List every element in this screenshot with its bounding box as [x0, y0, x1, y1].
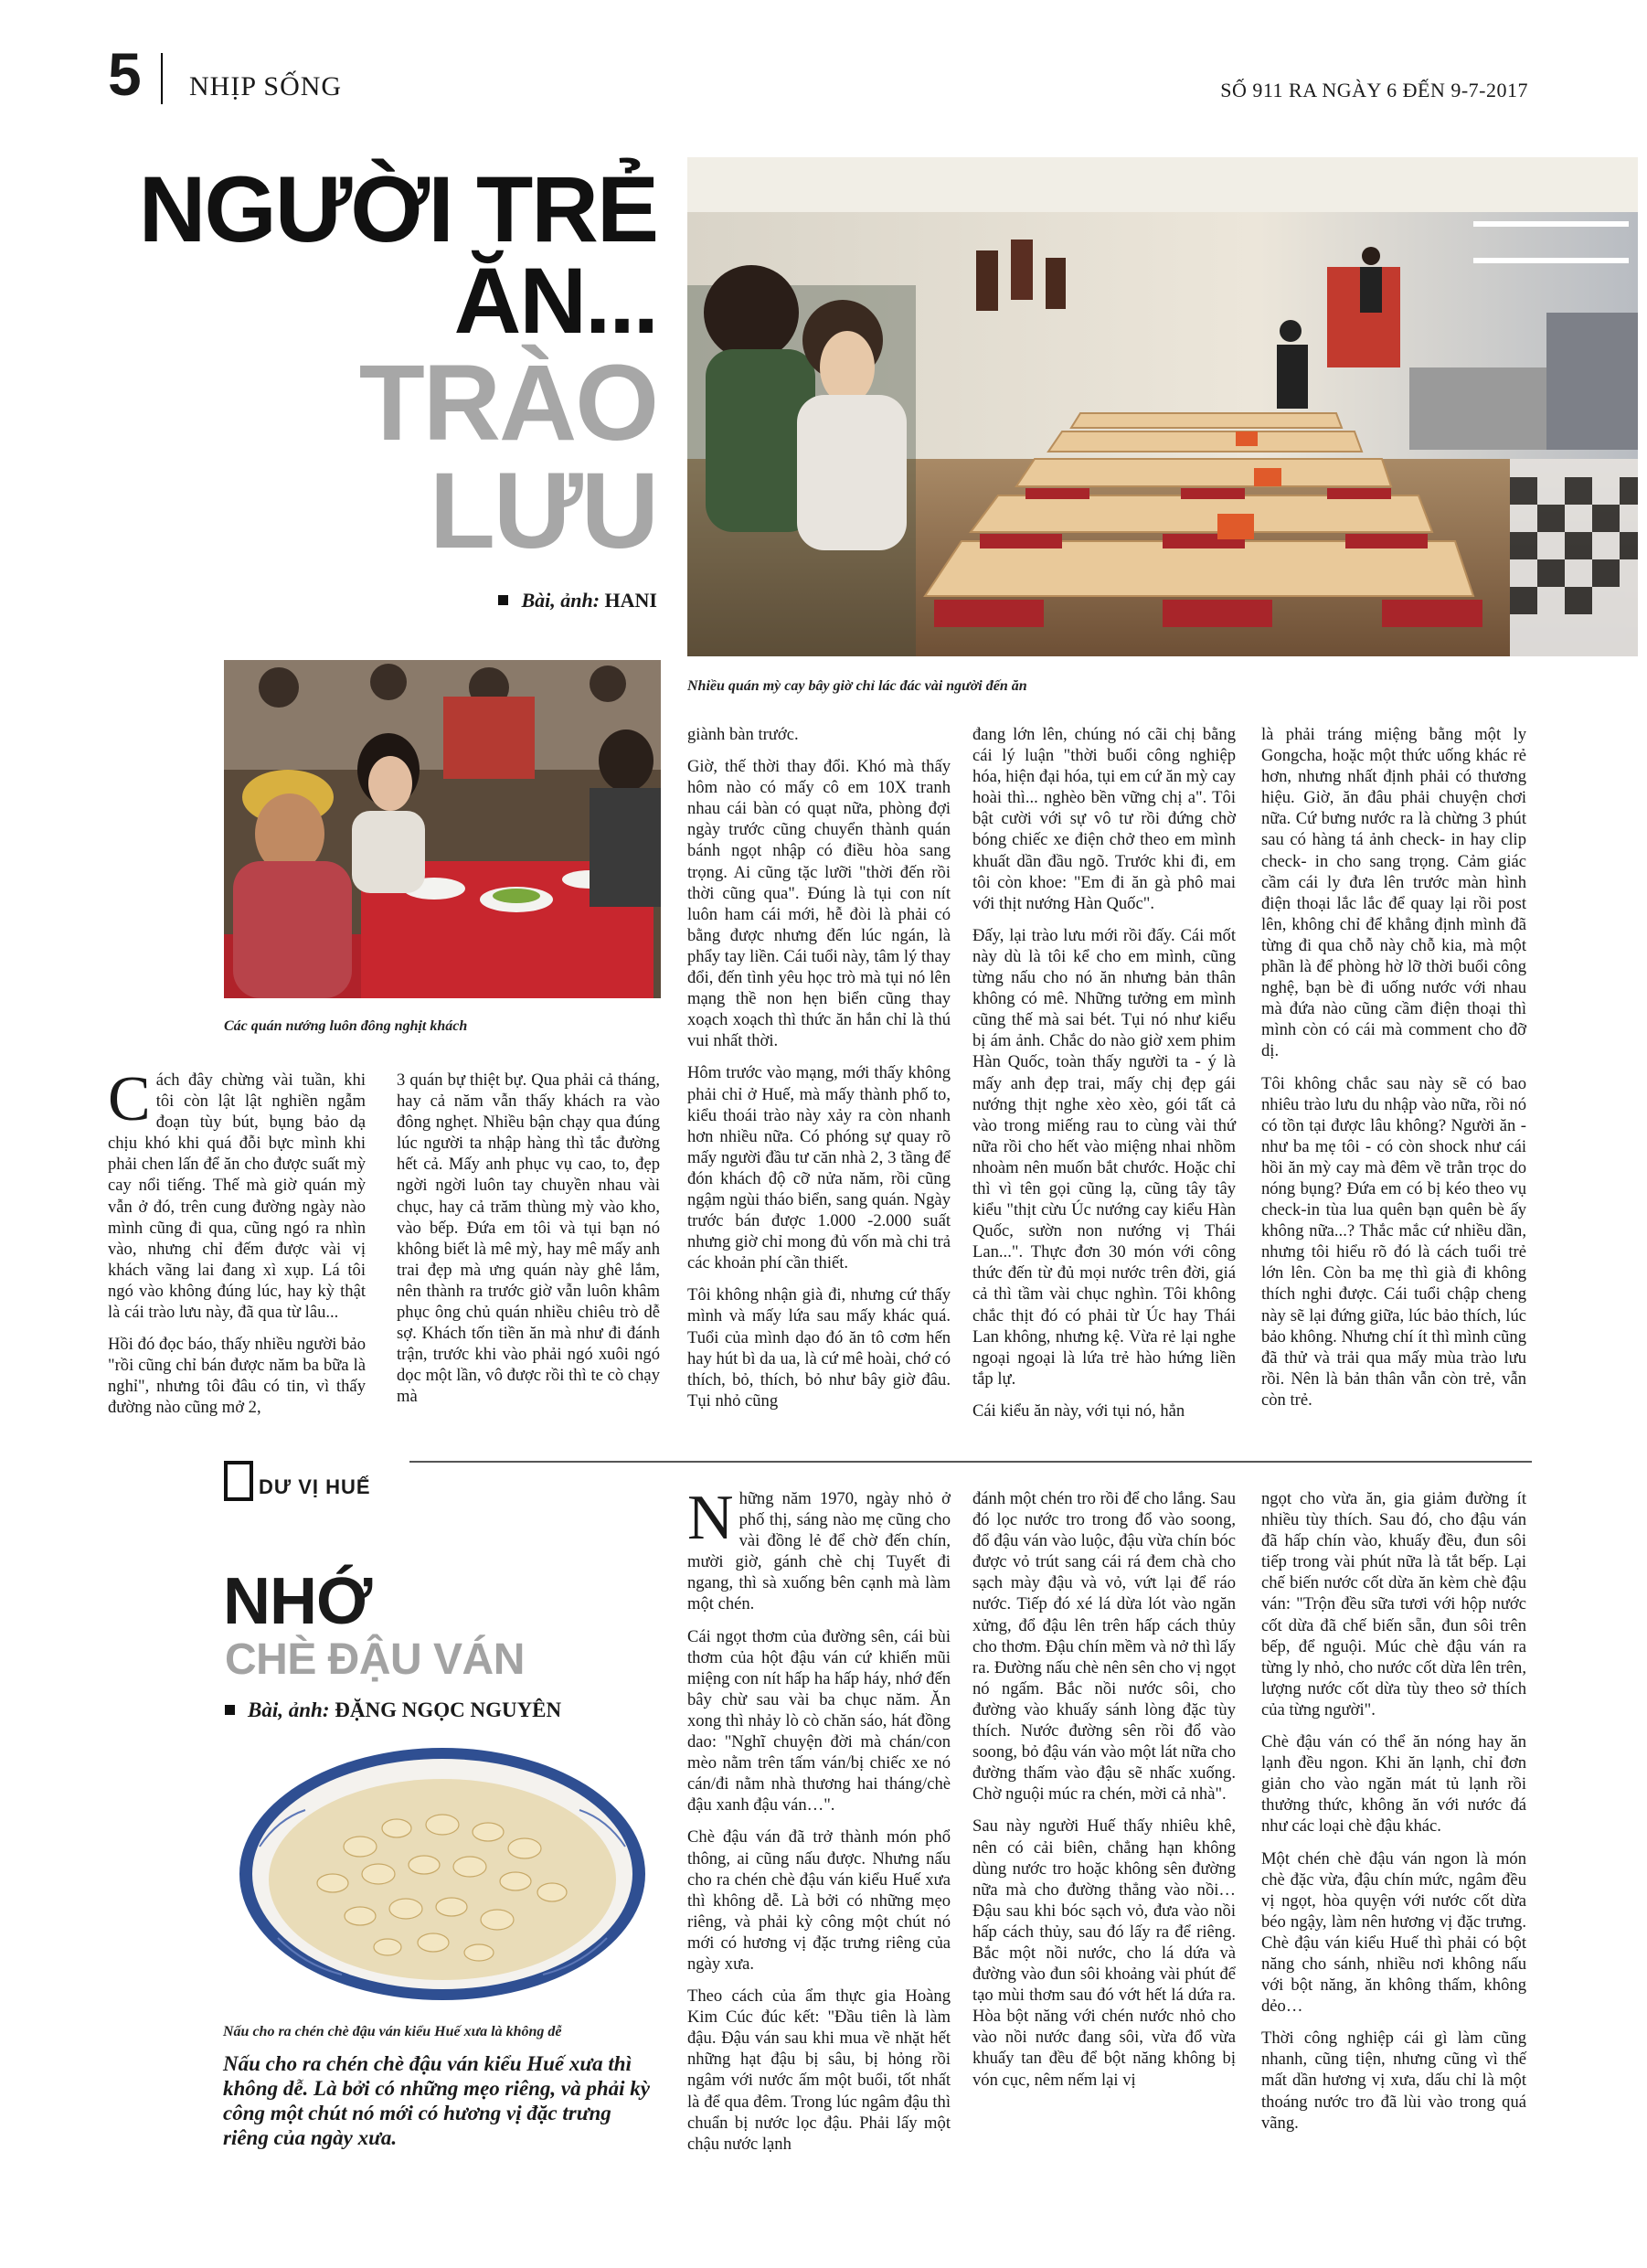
byline — [498, 589, 657, 612]
paragraph: là phải tráng miệng bằng một ly Gongcha, hoặc một thức uống khác rẻ hơn, nhưng nhất định phải có thương hiệu. Giờ, ăn đâu phải chuyện chơi nữa. Cứ bưng nước ra là chừng 3 phút sau có hàng tá ảnh check- in hay clip check- in cho sang trọng. Cảm giác cầm cái ly đưa lên trước màn hình điện thoại lắc lắc để quay lại rồi post lên, không chỉ để khẳng định mình đã từng đi qua chỗ này chỗ kia, mà một phần là để phòng hờ lỡ thời buổi công nghệ, bạn bè đi uống nước với nhau mà đứa nào cũng cầm điện thoại thì mình còn có cái mà comment cho đỡ dị. — [1261, 725, 1526, 1061]
article-divider — [409, 1461, 1532, 1463]
article2-sapo: Nấu cho ra chén chè đậu ván kiểu Huế xưa thì không dễ. Là bởi có những mẹo riêng, và phải kỳ công một chút nó mới có hương vị đặc trưng riêng của ngày xưa. — [223, 2052, 650, 2149]
photo-small-caption: Các quán nướng luôn đông nghịt khách — [224, 1018, 468, 1034]
paragraph: giành bàn trước. — [687, 725, 799, 744]
article2-column-3 — [1261, 1488, 1526, 2145]
drop-cap: C — [108, 1064, 151, 1134]
header-divider — [161, 53, 163, 104]
article1-column-4 — [972, 724, 1236, 1432]
paragraph — [687, 1483, 951, 1615]
paragraph-text: ách đây chừng vài tuần, khi tôi còn lật lật nghiền ngẫm đoạn tùy bút, bụng bảo dạ chịu khó khi quá đỗi bực mình khi phải chen lấn để ăn cho được suất mỳ cay nổi tiếng. Thế mà giờ quán mỳ vẫn ở đó, trên cung đường ngày nào mình cũng đi qua, cũng ngó ra nhìn vào, nhưng chỉ đếm được vài vị khách vãng lai đang xì xụp. Lá tôi ngó vào không đúng lúc, hay kỳ thật là cái trào lưu này, đã qua từ lâu... — [108, 1070, 366, 1323]
photo-restaurant-interior — [687, 157, 1638, 656]
section-name: NHỊP SỐNG — [189, 71, 343, 101]
paragraph: Cái ngọt thơm của đường sên, cái bùi thơm của hột đậu ván cứ khiến mũi miệng con nít hấp ha hấp háy, nhớ đến bây chừ sau vài ba chục năm. Ăn xong thì nhảy lò cò chăn sáo, hát đồng dao: "Nghĩ chuyện đời mà chán/con mèo nằm trên tấm ván/bị chiếc xe nó cán/đi nằm nhà thương hai tháng/chè đậu xanh đậu ván…". — [687, 1626, 951, 1815]
photo-bowl-caption: Nấu cho ra chén chè đậu ván kiểu Huế xưa là không dễ — [223, 2024, 562, 2039]
paragraph: Chè đậu ván đã trở thành món phổ thông, ai cũng nấu được. Nhưng nấu cho ra chén chè đậu ván kiểu Huế xưa thì không dễ. Là bởi có những mẹo riêng, và phải kỳ công một chút nó mới có hương vị đặc trưng riêng của ngày xưa. — [687, 1827, 951, 1974]
byline-author: HANI — [604, 589, 657, 612]
paragraph — [108, 1064, 366, 1323]
paragraph: Tôi không nhận già đi, nhưng cứ thấy mình và mấy lứa sau mấy khác quá. Tuổi của mình dạo đó ăn tô cơm hến hay hút bì da ua, là cứ mê hoài, chớ có thích, bỏ, thích, bỏ như bây giờ đâu. Tụi nhỏ cũng — [687, 1285, 951, 1411]
article1-column-3 — [687, 724, 951, 1422]
paragraph: Hôm trước vào mạng, mới thấy không phải chỉ ở Huế, mà mấy thành phố to, kiểu thoái trào này xảy ra còn nhanh hơn nhiều nữa. Có phóng sự quay rõ mấy người đầu tư căn nhà 2, 3 tầng để đón khách độ cỡ nửa năm, rồi cũng ngậm ngùi tháo biển, sang quán. Ngày trước bán được 1.000 -2.000 suất nhưng giờ chỉ mong đủ vốn mà chi trả các khoản phí cần thiết. — [687, 1063, 951, 1273]
headline-line-1: NGƯỜI TRẺ — [138, 157, 657, 261]
paragraph-text: hững năm 1970, ngày nhỏ ở phố thị, sáng nào mẹ cũng cho vài đồng lẻ để chờ đến chín, mười giờ, gánh chè chị Tuyết đi ngang, thì sà xuống bên cạnh mà làm một chén. — [687, 1489, 951, 1614]
paragraph: Cái kiểu ăn này, với tụi nó, hẳn — [972, 1400, 1185, 1421]
photo-grill-crowd — [224, 660, 661, 998]
paragraph: Một chén chè đậu ván ngon là món chè đặc vừa, đậu chín mức, ngâm đều vị ngọt, hòa quyện với nước cốt dừa béo ngậy, làm nên hương vị đặc trưng. Chè đậu ván kiểu Huế thì phải có bột năng cho sánh, nhiều nơi không nấu với bột năng, ăn không thấm, không dẻo… — [1261, 1848, 1526, 2017]
paragraph: Thời công nghiệp cái gì làm cũng nhanh, cũng tiện, nhưng cũng vì thế mất dần hương vị xưa, dấu chỉ là một thoáng nước tro đã lùi vào trong quá vãng. — [1261, 2028, 1526, 2133]
photo-che-dau-van-bowl — [223, 1737, 662, 2011]
paragraph: 3 quán bự thiệt bự. Qua phải cả tháng, hay cả năm vẫn thấy khách ra vào đông nghẹt. Nhiều bận chạy qua đúng lúc người ta nhập hàng thì tắc đường hết cả. Mấy anh phục vụ cao, to, đẹp ngời ngời luôn tay chuyền nhau vài chục, hay cả trăm thùng mỳ vào kho, vào bếp. Đứa em tôi và tụi bạn nó không biết là mê mỳ, hay mê mấy anh trai đẹp mà ưng quán này ghê lắm, nên thành ra trước giờ vẫn luôn khâm phục ông chủ quán nhiều chiêu trò dễ sợ. Khách tốn tiền ăn mà như đi đánh trận, trước khi vào phải ngó xuôi ngó dọc một lần, vô được rồi thì te cò chạy mà — [397, 1070, 660, 1407]
byline — [225, 1698, 561, 1722]
article2-column-2 — [972, 1488, 1236, 2102]
issue-info: SỐ 911 RA NGÀY 6 ĐẾN 9-7-2017 — [1220, 79, 1528, 101]
byline-author: ĐẶNG NGỌC NGUYÊN — [335, 1698, 562, 1721]
byline-label: Bài, ảnh: — [521, 589, 600, 612]
paragraph: Tôi không chắc sau này sẽ có bao nhiêu trào lưu du nhập vào nữa, rồi nó có tồn tại được lâu không? Người ăn - như ba mẹ tôi - có còn shock như cái hồi ăn mỳ cay mà đêm về trằn trọc do nóng bụng? Đứa em có bị kéo theo vụ check-in tùa lua quên bạn quên bè ấy không nữa...? Thắc mắc cứ nhiều dần, nhưng tôi hiểu rõ đó là cách tuổi trẻ lớn lên. Còn ba mẹ thì già đi không thích nghi được. Cái tuổi chập cheng này sẽ lại đứng giữa, lúc bảo thích, lúc bảo không. Nhưng chí ít thì mình cũng đã thử và trải qua mấy mùa trào lưu rồi. Nên là bản thân vẫn còn trẻ, vẫn còn trẻ. — [1261, 1073, 1526, 1410]
page-number: 5 — [108, 40, 142, 108]
paragraph: đánh một chén tro rồi để cho lắng. Sau đó lọc nước tro trong đổ vào soong, đổ đậu ván vào luộc, đậu vừa chín bóc được vỏ trút sang cái rá đem chà cho sạch mày đậu và vỏ, vứt lại để ráo nước. Tiếp đó xé lá dừa lót vào ngăn xửng, đổ đậu lên trên hấp cách thủy cho thơm. Đậu chín mềm và nở thì lấy ra. Đường nấu chè nên sên cho vị ngọt nó ngấm. Bắc nồi nước sôi, cho đường vào khuấy sánh lòng đặc tùy thích. Nước đường sên rồi đổ vào soong, bỏ đậu ván vào một lát nữa cho đường thấm vào đậu sẽ nhấc xuống. Chờ nguội múc ra chén, mời cả nhà". — [972, 1489, 1236, 1805]
bullet-square-icon — [498, 595, 508, 605]
headline2-line-1: NHỚ — [223, 1565, 372, 1638]
paragraph: Đấy, lại trào lưu mới rồi đấy. Cái mốt này dù là tôi kể cho em mình, cũng từng nấu cho nó ăn nhưng bản thân không có mê. Những tưởng em mình cũng thế mà sai bét. Tụi nó như kiểu bị ám ảnh. Chắc do nào giờ xem phim Hàn Quốc, toàn thấy người ta - ý là mấy anh đẹp trai, mấy chị đẹp gái nướng thịt nghe xèo xèo, gói tất cả vào trong miếng rau to cùng vài thứ nữa rồi cho hết vào miệng nhai nhồm nhoàm nên muốn bắt chước. Hoặc chỉ thì vì tên gọi cũng lạ, cũng tây tây kiểu "thịt cừu Úc nướng cay kiểu Hàn Quốc, sườn non nướng vị Thái Lan...". Thực đơn 30 món với công thức đến từ đủ mọi nước trên đời, giá cả thì tầm vài chục nghìn. Tôi không chắc thịt đó có phải từ Úc hay Thái Lan không, nhưng kệ. Vừa rẻ lại nghe ngoại ngoại là lứa trẻ hào hứng liền tắp lự. — [972, 925, 1236, 1389]
headline-line-3: TRÀO — [358, 343, 657, 463]
paragraph: đang lớn lên, chúng nó cãi chị bằng cái lý luận "thời buổi công nghiệp hóa, hiện đại hóa, tụi em cứ ăn mỳ cay hoài thì... nghèo bền vững chị a". Tôi bật cười với sự vô tư rồi đứng chờ bóng chiếc xe điện chở theo em mình khuất dần đầu ngõ. Trước khi đi, em tôi còn khoe: "Em đi ăn gà phô mai với thịt nướng Hàn Quốc". — [972, 725, 1236, 913]
paragraph: Theo cách của ẩm thực gia Hoàng Kim Cúc đúc kết: "Đầu tiên là làm đậu. Đậu ván sau khi mua về nhặt hết những hạt đậu bị sâu, bị hỏng rồi ngâm với nước ấm một buổi, tốt nhất là để qua đêm. Trong lúc ngâm đậu thì chuẩn bị nước lọc đậu. Phải lấy một chậu nước lạnh — [687, 1986, 951, 2154]
paragraph: ngọt cho vừa ăn, gia giảm đường ít nhiều tùy thích. Sau đó, cho đậu ván đã hấp chín vào, khuấy đều, đun sôi tiếp trong vài phút nữa là tắt bếp. Lại chế biến nước cốt dừa ăn kèm chè đậu ván: "Trộn đều sữa tươi với hộp nước cốt dừa đã chế biến sẵn, đun sôi trên bếp, để nguội. Múc chè đậu ván ra từng ly nhỏ, cho nước cốt dừa lên trên, lượng nước cốt dừa tùy theo sở thích của từng người". — [1261, 1489, 1526, 1720]
headline2-line-2: CHÈ ĐẬU VÁN — [225, 1635, 525, 1684]
article1-column-1 — [108, 1064, 366, 1430]
byline-label: Bài, ảnh: — [248, 1698, 330, 1721]
paragraph: Hồi đó đọc báo, thấy nhiều người bảo "rồi cũng chỉ bán được năm ba bữa là nghỉ", nhưng tôi đâu có tin, vì thấy đường nào cũng mở 2, — [108, 1335, 366, 1418]
kicker-label: DƯ VỊ HUẾ — [259, 1475, 371, 1498]
paragraph: Chè đậu ván có thể ăn nóng hay ăn lạnh đều ngon. Khi ăn lạnh, chỉ đơn giản cho vào ngăn mát tủ lạnh rồi thưởng thức, không ăn với nước đá như các loại chè đậu khác. — [1261, 1732, 1526, 1837]
article2-column-1 — [687, 1483, 951, 2166]
paragraph: Giờ, thế thời thay đổi. Khó mà thấy hôm nào có mấy cô em 10X tranh nhau cái bàn có quạt nữa, phòng đợi ngày trước cũng chuyển thành quán bánh ngọt nhập có điều hòa sang trọng. Ai cũng tặc lưỡi "thời đến rồi thời cũng qua". Đúng là tụi con nít luôn ham cái mới, hễ đòi là phải có bằng được nhưng đến lúc ngán, là phẩy tay liền. Cái tuổi này, tâm lý thay đổi, đến tình yêu học trò mà tụi nó lên mạng thề non hẹn biển cũng thay xoạch xoạch thì thức ăn hắn chỉ là thú vui nhất thời. — [687, 757, 951, 1051]
drop-cap: N — [687, 1483, 734, 1553]
article1-column-5 — [1261, 724, 1526, 1421]
photo-main-caption: Nhiều quán mỳ cay bây giờ chỉ lác đác vài người đến ăn — [687, 678, 1027, 694]
paragraph: Sau này người Huế thấy nhiêu khê, nên có cải biên, chẳng hạn không dùng nước tro hoặc không sên đường nữa mà cho đường thẳng vào nồi… Đậu sau khi bóc sạch vỏ, đưa vào nồi hấp cách thủy, sau đó lấy ra để riêng. Bắc một nồi nước, cho lá dứa và đường vào đun sôi khoảng vài phút để tạo mùi thơm sau đó vớt hết lá dứa ra. Hòa bột năng với chén nước nhỏ cho vào nồi nước đang sôi, vừa đổ vừa khuấy tan đều để bột năng không bị vón cục, nêm nếm lại vị — [972, 1816, 1236, 2090]
article1-column-2 — [397, 1070, 660, 1419]
bullet-square-icon — [225, 1705, 235, 1715]
headline-line-4: LƯU — [429, 451, 657, 571]
headline-line-2: ĂN... — [453, 249, 657, 353]
kicker-bracket-icon — [224, 1461, 253, 1501]
